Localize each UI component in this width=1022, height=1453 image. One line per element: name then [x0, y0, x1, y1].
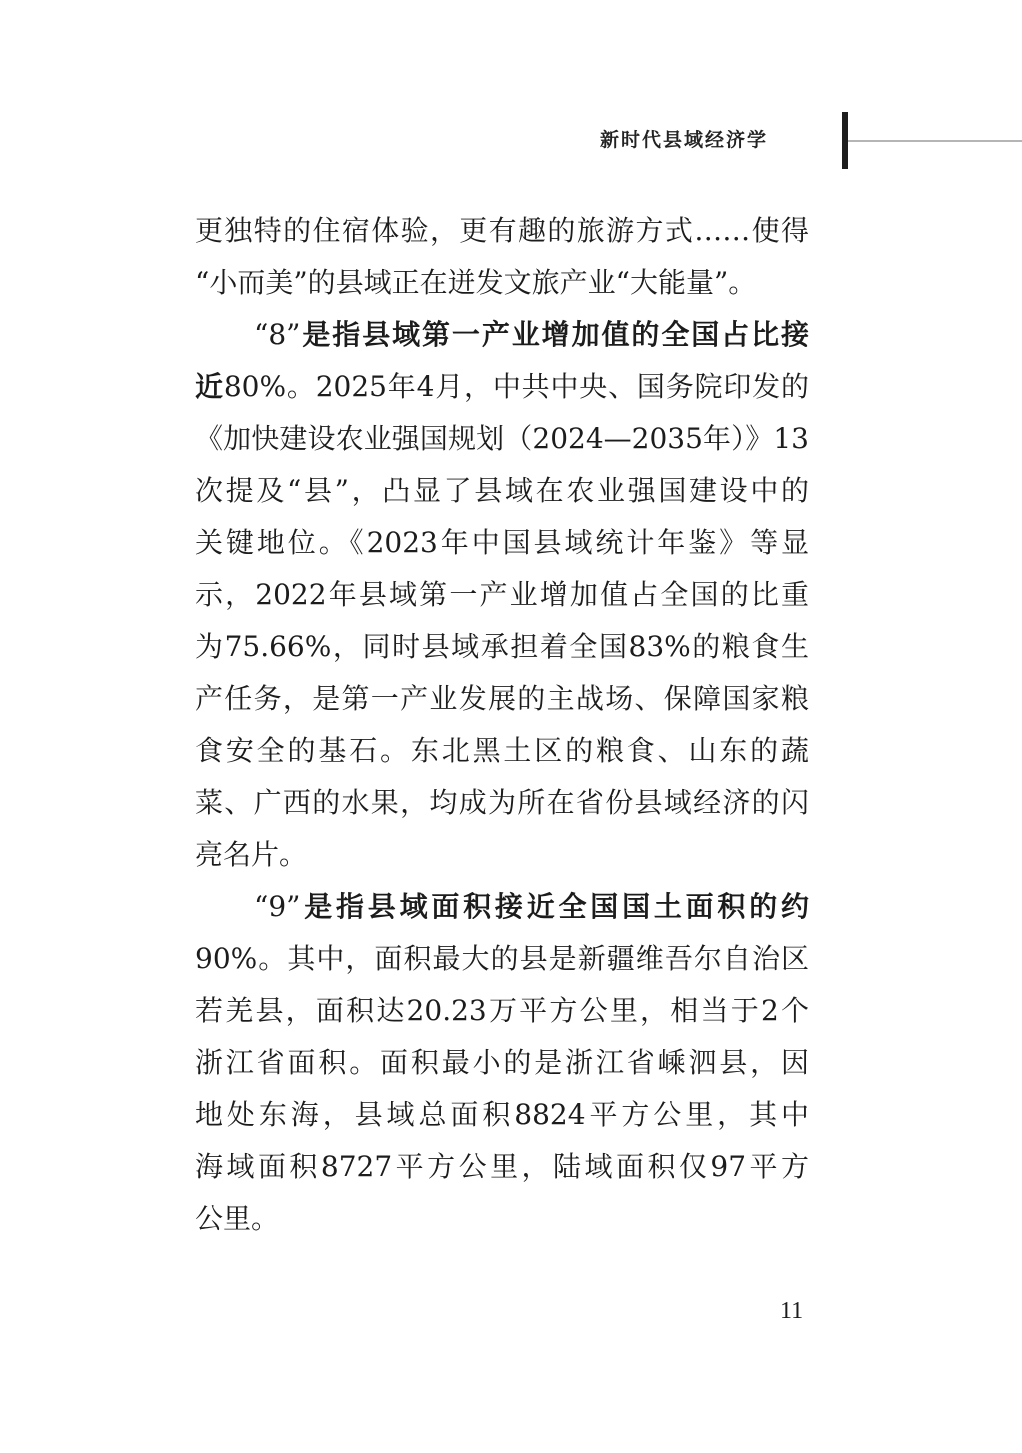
text-line: 海域面积8727平方公里，陆域面积仅97平方 [195, 1150, 809, 1183]
page-number: 11 [780, 1298, 804, 1324]
bold-lead-phrase-end: 近 [195, 370, 224, 403]
text-line: 若羌县，面积达20.23万平方公里，相当于2个 [195, 994, 809, 1027]
text-line: 《加快建设农业强国规划（2024—2035年）》13 [195, 422, 809, 455]
text-line: 公里。 [195, 1202, 280, 1235]
text-line: 为75.66%，同时县域承担着全国83%的粮食生 [195, 630, 809, 663]
text-line: 产任务，是第一产业发展的主战场、保障国家粮 [195, 682, 809, 715]
text-line: 关键地位。《2023年中国县域统计年鉴》等显 [195, 526, 809, 559]
running-header-title: 新时代县域经济学 [600, 129, 769, 151]
text-line: 次提及“县”，凸显了县域在农业强国建设中的 [195, 474, 809, 507]
text-line: 90%。其中，面积最大的县是新疆维吾尔自治区 [195, 942, 809, 975]
text-line: 近80%。2025年4月，中共中央、国务院印发的 [195, 370, 809, 403]
text-line: 示，2022年县域第一产业增加值占全国的比重 [195, 578, 809, 611]
section-number: “9” [254, 890, 301, 923]
header-horizontal-rule [848, 140, 1022, 142]
bold-lead-phrase: 是指县域面积接近全国国土面积的约 [300, 890, 809, 923]
body-text [195, 205, 809, 1245]
text-line: 菜、广西的水果，均成为所在省份县域经济的闪 [195, 786, 809, 819]
text-line: 更独特的住宿体验，更有趣的旅游方式……使得 [195, 214, 809, 247]
bold-lead-phrase: 是指县域第一产业增加值的全国占比接 [300, 318, 809, 351]
text-line: 亮名片。 [195, 838, 308, 871]
text-line: 浙江省面积。面积最小的是浙江省嵊泗县，因 [195, 1046, 809, 1079]
paragraph-start-line [195, 309, 809, 361]
section-number: “8” [254, 318, 301, 351]
text-line: 食安全的基石。东北黑土区的粮食、山东的蔬 [195, 734, 809, 767]
text-line: “小而美”的县域正在迸发文旅产业“大能量”。 [195, 266, 757, 299]
paragraph-start-line [195, 881, 809, 933]
text-line: 地处东海，县域总面积8824平方公里，其中 [195, 1098, 809, 1131]
